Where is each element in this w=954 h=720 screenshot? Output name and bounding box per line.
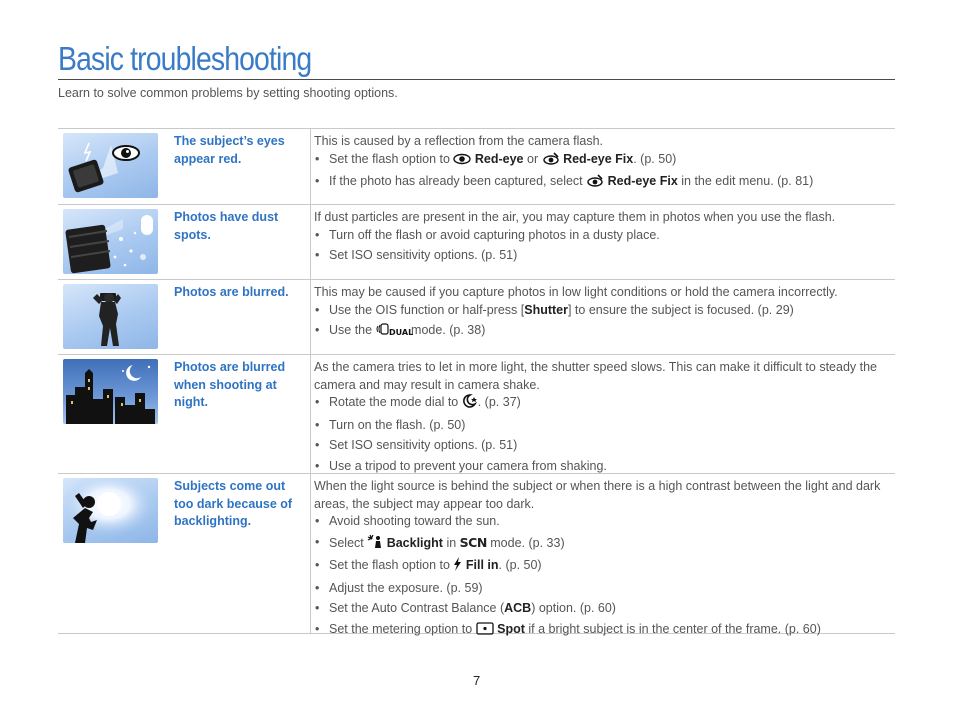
solution-text <box>314 209 889 265</box>
list-item: • Turn on the flash. (p. 50) <box>315 417 466 432</box>
list-item: • Set ISO sensitivity options. (p. 51) <box>315 248 518 262</box>
backlight-scene-icon <box>367 534 383 555</box>
solution-text <box>314 359 889 475</box>
solution-intro: This is caused by a reflection from the camera flash. <box>314 134 604 148</box>
backlit-person-icon <box>63 478 158 543</box>
list-item: • Rotate the mode dial to . (p. 37) <box>314 394 889 414</box>
list-item: • Set the flash option to Red-eye or Red-eye Fix. (p. 50) <box>314 151 889 171</box>
list-item: • Turn off the flash or avoid capturing photos in a dusty place. <box>315 227 660 242</box>
photographer-icon <box>63 284 158 349</box>
solution-text <box>314 478 889 640</box>
red-eye-camera-icon <box>63 133 158 198</box>
solution-intro: When the light source is behind the subject or when there is a high contrast between the light and dark areas, the subject may appear too dark. <box>314 479 881 511</box>
table-row <box>58 474 895 634</box>
page-subtitle: Learn to solve common problems by setting shooting options. <box>58 86 398 100</box>
red-eye-icon <box>453 153 471 171</box>
night-city-icon <box>63 359 158 424</box>
page-title: Basic troubleshooting <box>58 40 312 77</box>
solution-intro: This may be caused if you capture photos in low light conditions or hold the camera incorrectly. <box>314 285 838 299</box>
troubleshooting-table <box>58 128 895 634</box>
table-row <box>58 205 895 280</box>
list-item: • Use the DUAL mode. (p. 38) <box>314 322 889 342</box>
dual-mode-label: DUAL <box>388 328 413 337</box>
list-item: • Avoid shooting toward the sun. <box>315 514 500 528</box>
table-row <box>58 355 895 474</box>
dual-is-mode-icon <box>376 322 413 342</box>
spot-metering-icon <box>476 622 494 641</box>
list-item: • Set the flash option to Fill in. (p. 50) <box>314 557 889 577</box>
solution-intro: If dust particles are present in the air, you may capture them in photos when you use the flash. <box>314 210 836 224</box>
red-eye-fix-icon <box>586 174 604 193</box>
red-eye-fix-icon <box>542 152 560 171</box>
list-item: • Set the metering option to Spot if a bright subject is in the center of the frame. (p. 60) <box>314 621 889 641</box>
list-item: • Select Backlight in SCN mode. (p. 33) <box>314 534 889 555</box>
page-number: 7 <box>473 673 481 688</box>
problem-label: Subjects come out too dark because of backlighting. <box>174 479 293 528</box>
scn-mode-label: SCN <box>459 534 487 550</box>
list-item: • Set the Auto Contrast Balance (ACB) option. (p. 60) <box>315 601 616 615</box>
problem-label: Photos have dust spots. <box>174 210 279 242</box>
list-item: • Adjust the exposure. (p. 59) <box>315 580 483 595</box>
table-row <box>58 280 895 355</box>
solution-intro: As the camera tries to let in more light, the shutter speed slows. This can make it difficult to steady the camera and may result in camera shake. <box>314 360 878 392</box>
flash-fill-in-icon <box>453 557 462 577</box>
list-item: • If the photo has already been captured, select Red-eye Fix in the edit menu. (p. 81) <box>314 173 889 193</box>
table-row <box>58 129 895 205</box>
dust-camera-icon <box>63 209 158 274</box>
solution-text <box>314 284 889 342</box>
list-item: • Use the OIS function or half-press [Shutter] to ensure the subject is focused. (p. 29) <box>315 302 794 317</box>
night-mode-icon <box>462 394 478 414</box>
problem-label: Photos are blurred when shooting at night. <box>174 360 286 409</box>
list-item: • Use a tripod to prevent your camera from shaking. <box>315 458 607 473</box>
title-divider <box>58 79 895 80</box>
solution-text <box>314 133 889 193</box>
list-item: • Set ISO sensitivity options. (p. 51) <box>315 438 518 452</box>
problem-label: The subject’s eyes appear red. <box>174 134 285 166</box>
problem-label: Photos are blurred. <box>174 285 289 299</box>
